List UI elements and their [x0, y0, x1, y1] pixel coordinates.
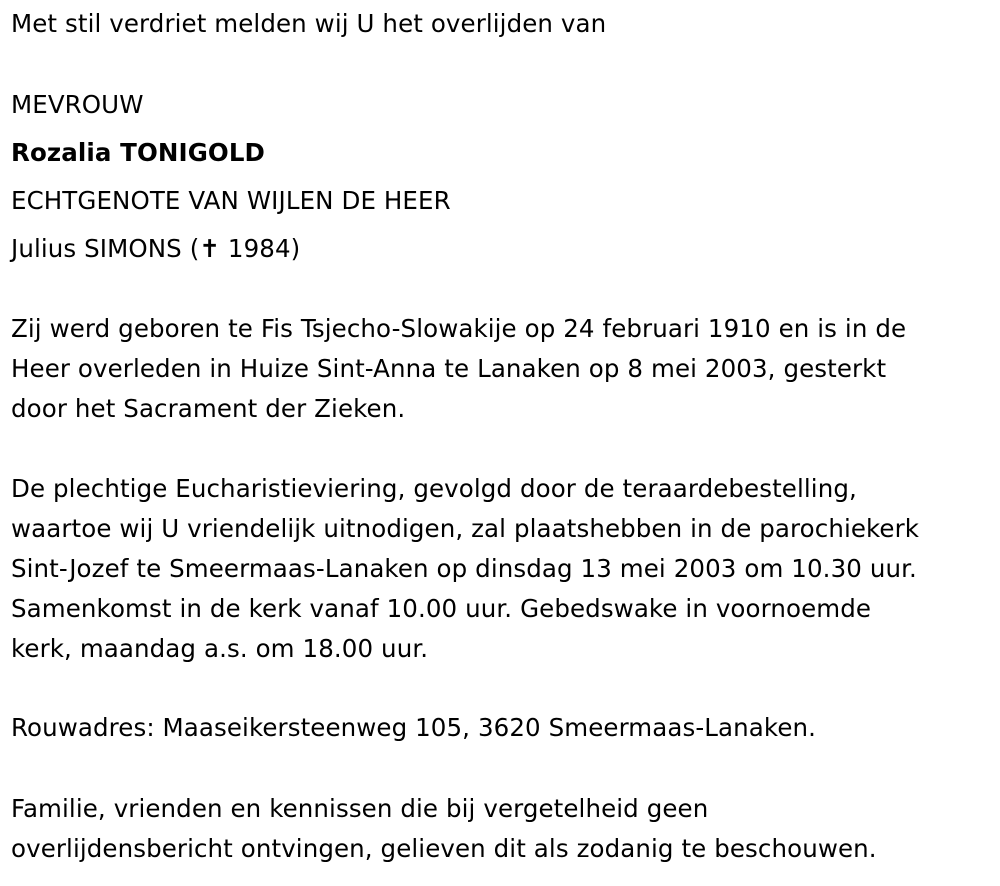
paragraph-line: Heer overleden in Huize Sint-Anna te Lanaken op 8 mei 2003, gesterkt — [11, 354, 887, 383]
paragraph-line: kerk, maandag a.s. om 18.00 uur. — [11, 634, 429, 663]
paragraph-line: door het Sacrament der Zieken. — [11, 394, 406, 423]
mourning-address: Rouwadres: Maaseikersteenweg 105, 3620 Smeermaas-Lanaken. — [11, 713, 817, 742]
birth-death-paragraph — [11, 309, 906, 429]
paragraph-line: Zij werd geboren te Fis Tsjecho-Slowakije op 24 februari 1910 en is in de — [11, 314, 907, 343]
spouse-intro: ECHTGENOTE VAN WIJLEN DE HEER — [11, 186, 451, 215]
spouse-name: Julius SIMONS (✝ 1984) — [11, 234, 301, 263]
paragraph-line: waartoe wij U vriendelijk uitnodigen, zal plaatshebben in de parochiekerk — [11, 514, 920, 543]
address-paragraph — [11, 708, 816, 748]
ceremony-paragraph — [11, 469, 919, 669]
deceased-name: Rozalia TONIGOLD — [11, 138, 265, 167]
paragraph-line: Samenkomst in de kerk vanaf 10.00 uur. Gebedswake in voornoemde — [11, 594, 872, 623]
closing-paragraph — [11, 789, 877, 869]
honorific-title: MEVROUW — [11, 90, 144, 119]
paragraph-line: De plechtige Eucharistieviering, gevolgd door de teraardebestelling, — [11, 474, 857, 503]
paragraph-line: Sint-Jozef te Smeermaas-Lanaken op dinsdag 13 mei 2003 om 10.30 uur. — [11, 554, 917, 583]
paragraph-line: overlijdensbericht ontvingen, gelieven dit als zodanig te beschouwen. — [11, 834, 877, 863]
paragraph-line: Familie, vrienden en kennissen die bij vergetelheid geen — [11, 794, 709, 823]
intro-line: Met stil verdriet melden wij U het overlijden van — [11, 9, 607, 38]
